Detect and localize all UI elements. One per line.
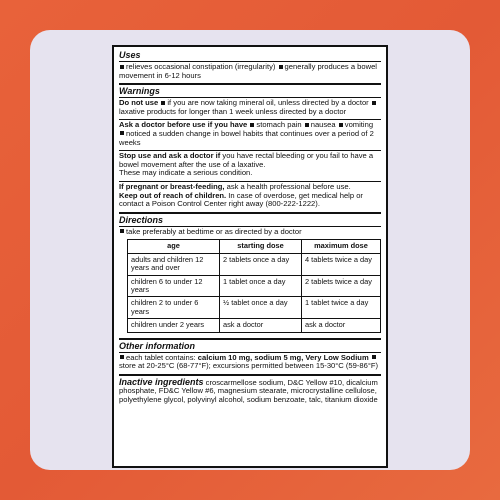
warnings-title: Warnings xyxy=(119,86,381,98)
pregnancy-label: If pregnant or breast-feeding, xyxy=(119,181,225,191)
warnings-do-not-use: Warnings Do not use if you are now taking mineral oil, unless directed by a doctor laxative products for longer than 1 week unless directed by a doctor xyxy=(119,85,381,120)
bullet-icon xyxy=(120,131,124,135)
table-cell: ½ tablet once a day xyxy=(220,297,302,319)
uses-title: Uses xyxy=(119,50,381,62)
bullet-icon xyxy=(120,229,124,233)
other-information-section: Other information each tablet contains: calcium 10 mg, sodium 5 mg, Very Low Sodium store at 20-25°C (68-77°F); excursions permitted between 15-30°C (59-86°F) xyxy=(119,340,381,376)
bullet-icon xyxy=(372,355,376,359)
table-row xyxy=(128,253,381,275)
table-cell: 1 tablet twice a day xyxy=(302,297,381,319)
other-information-title: Other information xyxy=(119,341,381,353)
table-cell: children 6 to under 12 years xyxy=(128,275,220,297)
table-cell: 2 tablets twice a day xyxy=(302,275,381,297)
bullet-icon xyxy=(372,101,376,105)
bullet-icon xyxy=(279,65,283,69)
table-row xyxy=(128,319,381,332)
table-cell: adults and children 12 years and over xyxy=(128,253,220,275)
bullet-icon xyxy=(250,123,254,127)
uses-section xyxy=(119,49,381,85)
table-header: starting dose xyxy=(220,240,302,253)
table-row xyxy=(128,297,381,319)
keep-out-label: Keep out of reach of children. xyxy=(119,190,227,200)
table-header-row xyxy=(128,240,381,253)
table-cell: 2 tablets once a day xyxy=(220,253,302,275)
table-row xyxy=(128,275,381,297)
table-header: age xyxy=(128,240,220,253)
bullet-icon xyxy=(120,355,124,359)
drug-facts-label xyxy=(112,45,388,468)
bullet-icon xyxy=(120,65,124,69)
table-cell: 1 tablet once a day xyxy=(220,275,302,297)
table-cell: ask a doctor xyxy=(302,319,381,332)
inactive-ingredients-section xyxy=(119,376,381,408)
table-header: maximum dose xyxy=(302,240,381,253)
directions-section: Directions take preferably at bedtime or as directed by a doctor age starting dose maximum dose adults and children 12 years and over 2 tablets once a day 4 tablets twice a day children 6 to under 12 years 1 tablet once a day 2 tablets twice a day children 2 to under 6 years ½ tablet once a day 1 tablet twice a day children under 2 years ask a doctor ask a doctor xyxy=(119,214,381,340)
warnings-stop-use: Stop use and ask a doctor if you have rectal bleeding or you fail to have a bowel movement after the use of a laxative. These may indicate a serious condition. xyxy=(119,151,381,182)
bullet-icon xyxy=(161,101,165,105)
table-cell: children under 2 years xyxy=(128,319,220,332)
warnings-pregnancy: If pregnant or breast-feeding, ask a health professional before use. Keep out of reach of children. In case of overdose, get medical help or contact a Poison Control Center right away (800-222-1222). xyxy=(119,182,381,214)
stop-use-label: Stop use and ask a doctor if xyxy=(119,151,221,161)
directions-title: Directions xyxy=(119,215,381,227)
table-cell: 4 tablets twice a day xyxy=(302,253,381,275)
table-cell: ask a doctor xyxy=(220,319,302,332)
inactive-ingredients-title: Inactive ingredients xyxy=(119,376,204,387)
ask-doctor-label: Ask a doctor before use if you have xyxy=(119,120,248,130)
table-cell: children 2 to under 6 years xyxy=(128,297,220,319)
inactive-ingredients-text: croscarmellose sodium, D&C Yellow #10, dicalcium phosphate, FD&C Yellow #6, magnesium stearate, microcrystalline cellulose, polyethylene glycol, polyvinyl alcohol, sodium benzoate, talc, titanium dioxide xyxy=(119,377,378,404)
warnings-ask-doctor: Ask a doctor before use if you have stomach pain nausea vomiting noticed a sudden change in bowel habits that continues over a period of 2 weeks xyxy=(119,120,381,151)
bullet-icon xyxy=(305,123,309,127)
bullet-icon xyxy=(339,123,343,127)
stop-use-note: These may indicate a serious condition. xyxy=(119,168,253,178)
uses-text: relieves occasional constipation (irregularity) generally produces a bowel movement in 6-12 hours xyxy=(119,62,377,80)
dosage-table xyxy=(127,239,381,332)
do-not-use-label: Do not use xyxy=(119,98,159,108)
